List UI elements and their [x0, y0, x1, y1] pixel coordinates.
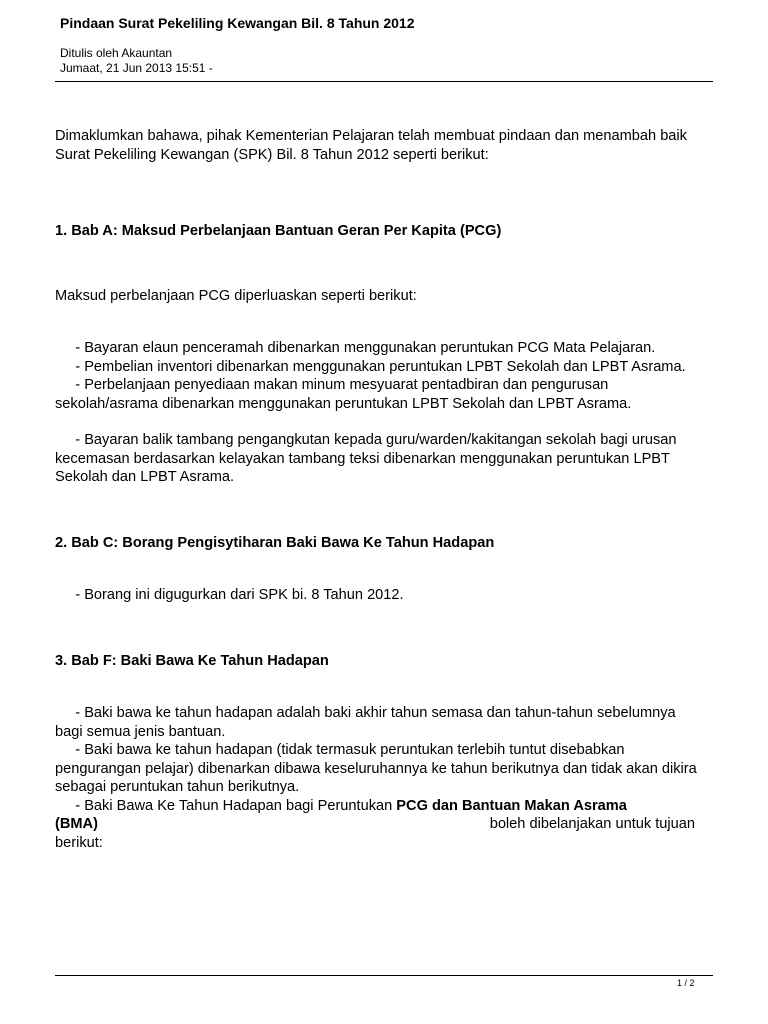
- document-title: Pindaan Surat Pekeliling Kewangan Bil. 8 Tahun 2012: [60, 15, 415, 31]
- section-3-item-last: [55, 797, 705, 816]
- section-2-item: - Borang ini digugurkan dari SPK bi. 8 Tahun 2012.: [75, 587, 404, 603]
- document-body: [55, 127, 705, 852]
- page-number: 1 / 2: [677, 978, 695, 988]
- section-3-bma: (BMA): [55, 816, 98, 832]
- section-1-item: - Bayaran elaun penceramah dibenarkan menggunakan peruntukan PCG Mata Pelajaran.: [75, 340, 656, 356]
- section-1-item: - Bayaran balik tambang pengangkutan kepada guru/warden/kakitangan sekolah bagi urusan kecemasan berdasarkan kelayakan tambang teksi dibenarkan menggunakan peruntukan LPBT Sekolah dan LPBT Asrama.: [55, 432, 677, 485]
- section-3-item: - Baki bawa ke tahun hadapan adalah baki akhir tahun semasa dan tahun-tahun sebelumnya bagi semua jenis bantuan.: [55, 705, 676, 740]
- section-3-bma-row: [55, 815, 705, 834]
- footer-divider: [55, 975, 713, 976]
- section-2-heading: 2. Bab C: Borang Pengisytiharan Baki Bawa Ke Tahun Hadapan: [55, 534, 495, 551]
- header-divider: [55, 81, 713, 82]
- section-1-item: - Pembelian inventori dibenarkan menggunakan peruntukan LPBT Sekolah dan LPBT Asrama.: [75, 358, 686, 375]
- section-1-lead: Maksud perbelanjaan PCG diperluaskan seperti berikut:: [55, 287, 417, 304]
- section-3-last-end: berikut:: [55, 834, 103, 851]
- section-3-item: - Baki bawa ke tahun hadapan (tidak termasuk peruntukan terlebih tuntut disebabkan pengurangan pelajar) dibenarkan dibawa keseluruhannya ke tahun berikutnya dan tidak akan dikira sebagai peruntukan tahun berikutnya.: [55, 742, 697, 795]
- section-1-heading: 1. Bab A: Maksud Perbelanjaan Bantuan Geran Per Kapita (PCG): [55, 223, 502, 239]
- section-1-item: - Perbelanjaan penyediaan makan minum mesyuarat pentadbiran dan pengurusan sekolah/asrama dibenarkan menggunakan peruntukan LPBT Sekolah dan LPBT Asrama.: [55, 377, 632, 412]
- author-line: Ditulis oleh Akauntan: [60, 46, 173, 60]
- document-meta: [60, 46, 213, 76]
- section-3-last-suffix: boleh dibelanjakan untuk tujuan: [489, 816, 695, 832]
- date-line: Jumaat, 21 Jun 2013 15:51 -: [60, 61, 213, 75]
- intro-paragraph: Dimaklumkan bahawa, pihak Kementerian Pelajaran telah membuat pindaan dan menambah baik Surat Pekeliling Kewangan (SPK) Bil. 8 Tahun 2012 seperti berikut:: [55, 128, 687, 163]
- section-3-heading: 3. Bab F: Baki Bawa Ke Tahun Hadapan: [55, 652, 329, 669]
- section-3-last-bold: PCG dan Bantuan Makan Asrama: [396, 797, 627, 814]
- section-3-last-prefix: - Baki Bawa Ke Tahun Hadapan bagi Peruntukan: [75, 797, 397, 814]
